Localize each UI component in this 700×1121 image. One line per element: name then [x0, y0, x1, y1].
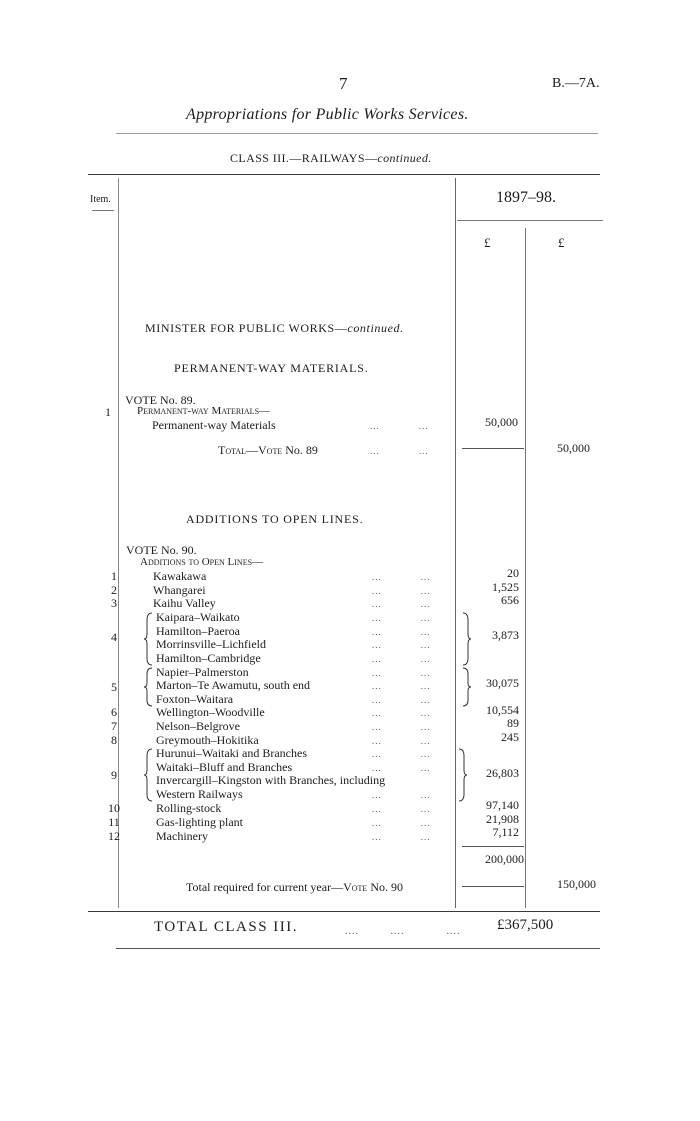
table-row-name: Napier–Palmerston: [156, 665, 249, 679]
table-row-amount: 7,112: [492, 825, 519, 839]
vote89-sum-rule: [462, 448, 524, 449]
vote90-total-label-sc: Vote: [343, 880, 368, 894]
vote89-total-label: [218, 443, 318, 458]
leader-dots: ... ...: [370, 421, 429, 431]
vote90-label: VOTE No. 90.: [126, 543, 197, 557]
leader-dots: ... ...: [372, 708, 431, 718]
table-row-number: 3: [111, 596, 117, 610]
table-row-name: Wellington–Woodville: [156, 705, 265, 719]
table-row-name: Marton–Te Awamutu, south end: [156, 678, 311, 692]
class-heading-continued: continued.: [377, 151, 432, 165]
currency-symbol-1: £: [484, 235, 491, 250]
leader-dots: ... ...: [372, 640, 431, 650]
class-heading-text: CLASS III.—RAILWAYS—: [230, 151, 378, 165]
vote89-label: VOTE No. 89.: [125, 393, 196, 407]
leader-dots: ... ...: [372, 599, 431, 609]
leader-dots: ... ...: [372, 681, 431, 691]
leader-dots: ... ...: [372, 832, 431, 842]
table-row-name: Invercargill–Kingston with Branches, including: [156, 773, 386, 787]
table-row-number: 11: [108, 815, 120, 829]
leader-dots: ... ...: [372, 613, 431, 623]
table-bottom-rule: [88, 911, 600, 912]
minister-heading-text: MINISTER FOR PUBLIC WORKS—: [145, 321, 348, 335]
table-row-name: Gas-lighting plant: [156, 815, 243, 829]
table-row-amount: 26,803: [486, 766, 519, 780]
table-row-name: Machinery: [156, 829, 208, 843]
vote90-sum-rule: [462, 846, 524, 847]
table-row-amount: 20: [507, 566, 519, 580]
table-row-amount: 1,525: [492, 580, 519, 594]
table-row-name: Kawakawa: [153, 569, 207, 583]
vote89-section-title: PERMANENT-WAY MATERIALS.: [174, 361, 369, 375]
table-row-number: 9: [111, 768, 117, 782]
minister-heading: [145, 321, 404, 336]
vote89-total-label-rest: No. 89: [285, 443, 318, 457]
left-brace: [143, 667, 153, 707]
table-row-amount: 97,140: [486, 798, 519, 812]
table-row-amount: 3,873: [492, 628, 519, 642]
table-row-amount: 30,075: [486, 676, 519, 690]
vote90-section-title: ADDITIONS TO OPEN LINES.: [186, 512, 364, 526]
left-brace: [143, 612, 153, 666]
document-reference: B.—7A.: [552, 76, 600, 91]
item-column-header: Item.: [90, 194, 111, 205]
table-row-number: 2: [111, 583, 117, 597]
table-row-name: Rolling-stock: [156, 801, 222, 815]
vote90-subhead: Additions to Open Lines—: [140, 556, 264, 568]
table-row-number: 7: [111, 719, 117, 733]
leader-dots: ... ...: [372, 627, 431, 637]
grand-total-label: TOTAL CLASS III.: [154, 919, 299, 935]
table-row-name: Whangarei: [153, 583, 206, 597]
vote90-total-rule: [462, 886, 524, 887]
table-top-rule: [88, 174, 600, 175]
leader-dots: ... ...: [372, 572, 431, 582]
vote90-subtotal: 200,000: [485, 852, 524, 866]
leader-dots: ... ...: [372, 790, 431, 800]
page-title: Appropriations for Public Works Services.: [186, 106, 469, 123]
leader-dots: ... ...: [372, 695, 431, 705]
table-row-number: 4: [111, 630, 117, 644]
leader-dots: ... ...: [372, 586, 431, 596]
currency-symbol-2: £: [558, 235, 565, 250]
table-row-name: Hamilton–Paeroa: [156, 624, 240, 638]
table-row-name: Foxton–Waitara: [156, 692, 234, 706]
item-col-rule-left: [118, 178, 119, 908]
leader-dots: ... ...: [372, 722, 431, 732]
table-row-name: Morrinsville–Lichfield: [156, 637, 266, 651]
table-row-amount: 245: [501, 730, 519, 744]
table-row-number: 8: [111, 733, 117, 747]
leader-dots: ... ...: [372, 763, 431, 773]
table-row-name: Greymouth–Hokitika: [156, 733, 259, 747]
vote89-total-label-sc: Total—Vote: [218, 443, 283, 457]
leader-dots: ... ...: [372, 736, 431, 746]
leader-dots: ... ...: [370, 446, 429, 456]
vote90-total-label-rest: No. 90: [370, 880, 403, 894]
vote89-item-number: 1: [105, 405, 111, 419]
page-number: 7: [339, 74, 348, 93]
leader-dots: ... ...: [372, 654, 431, 664]
table-row-number: 12: [108, 829, 120, 843]
leader-dots: ... ...: [372, 749, 431, 759]
table-row-name: Kaihu Valley: [153, 596, 216, 610]
item-underline: [92, 210, 114, 211]
table-row-name: Waitaki–Bluff and Branches: [156, 760, 293, 774]
leader-dots: ... ...: [372, 668, 431, 678]
table-row-name: Western Railways: [156, 787, 243, 801]
vote90-total-label-text: Total required for current year—: [186, 880, 344, 894]
leader-dots: ... ...: [372, 818, 431, 828]
table-row-amount: 10,554: [486, 703, 519, 717]
leader-dots: ... ...: [372, 804, 431, 814]
table-row-number: 6: [111, 705, 117, 719]
vote89-item-name: Permanent-way Materials: [152, 418, 276, 432]
class-heading: [230, 151, 432, 166]
table-row-name: Nelson–Belgrove: [156, 719, 240, 733]
table-row-amount: 89: [507, 716, 519, 730]
table-row-name: Kaipara–Waikato: [156, 610, 240, 624]
table-row-number: 1: [111, 569, 117, 583]
table-row-name: Hamilton–Cambridge: [156, 651, 261, 665]
year-underline: [457, 220, 603, 221]
grand-total-rule: [116, 948, 600, 949]
table-row-amount: 656: [501, 593, 519, 607]
year-column-header: 1897–98.: [496, 189, 556, 206]
table-row-name: Hurunui–Waitaki and Branches: [156, 746, 307, 760]
title-rule: [116, 133, 598, 134]
leader-dots: .... .... ....: [345, 926, 461, 937]
vote89-total-amount: 50,000: [557, 441, 590, 455]
minister-heading-continued: continued.: [347, 321, 404, 335]
subcol-rule: [525, 228, 526, 908]
grand-total-amount: £367,500: [497, 917, 554, 933]
table-row-number: 10: [108, 801, 120, 815]
table-row-number: 5: [111, 680, 117, 694]
left-brace: [143, 748, 153, 802]
vote90-total-label: [186, 880, 403, 895]
vote89-item-amount: 50,000: [485, 415, 518, 429]
vote89-subhead: Permanent-way Materials—: [137, 405, 271, 417]
vote90-total-amount: 150,000: [557, 877, 596, 891]
table-row-amount: 21,908: [486, 812, 519, 826]
